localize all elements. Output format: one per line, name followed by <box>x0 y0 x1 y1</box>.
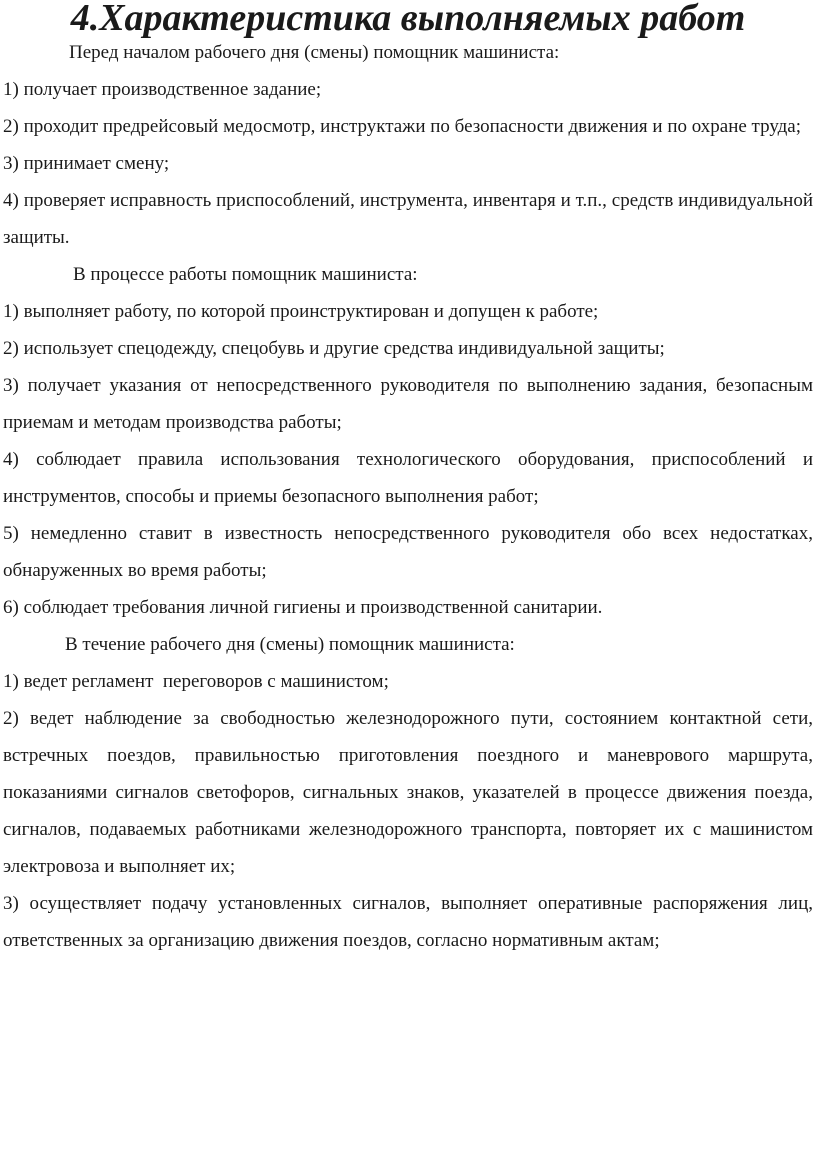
section-3-item-2: 2) ведет наблюдение за свободностью железнодорожного пути, состоянием контактной сети, встречных поездов, правильностью приготовления поездного и маневрового маршрута, показаниями сигналов светофоров, сигнальных знаков, указателей в процессе движения поезда, сигналов, подаваемых работниками железнодорожного транспорта, повторяет их с машинистом электровоза и выполняет их; <box>3 708 813 877</box>
section-2-item-1: 1) выполняет работу, по которой проинструктирован и допущен к работе; <box>3 301 599 322</box>
section-2-intro: В процессе работы помощник машиниста: <box>73 264 418 285</box>
section-1-item-3: 3) принимает смену; <box>3 153 170 174</box>
section-3-item-3: 3) осуществляет подачу установленных сигналов, выполняет оперативные распоряжения лиц, ответственных за организацию движения поездов, согласно нормативным актам; <box>3 893 813 951</box>
section-1-intro: Перед началом рабочего дня (смены) помощник машиниста: <box>69 42 560 63</box>
section-3-item-1: 1) ведет регламент переговоров с машинистом; <box>3 671 389 692</box>
section-1-item-4: 4) проверяет исправность приспособлений, инструмента, инвентаря и т.п., средств индивидуальной защиты. <box>3 190 813 248</box>
section-2-item-6: 6) соблюдает требования личной гигиены и производственной санитарии. <box>3 597 603 618</box>
section-2-item-3: 3) получает указания от непосредственного руководителя по выполнению задания, безопасным приемам и методам производства работы; <box>3 375 813 433</box>
section-1-item-2: 2) проходит предрейсовый медосмотр, инструктажи по безопасности движения и по охране труда; <box>3 116 802 137</box>
section-2-item-4: 4) соблюдает правила использования технологического оборудования, приспособлений и инструментов, способы и приемы безопасного выполнения работ; <box>3 449 813 507</box>
document-title: 4.Характеристика выполняемых работ <box>70 0 746 39</box>
section-2-item-5: 5) немедленно ставит в известность непосредственного руководителя обо всех недостатках, обнаруженных во время работы; <box>3 523 813 581</box>
document-page <box>3 0 813 959</box>
section-3-intro: В течение рабочего дня (смены) помощник машиниста: <box>65 634 515 655</box>
section-2-item-2: 2) использует спецодежду, спецобувь и другие средства индивидуальной защиты; <box>3 338 665 359</box>
section-1-item-1: 1) получает производственное задание; <box>3 79 322 100</box>
